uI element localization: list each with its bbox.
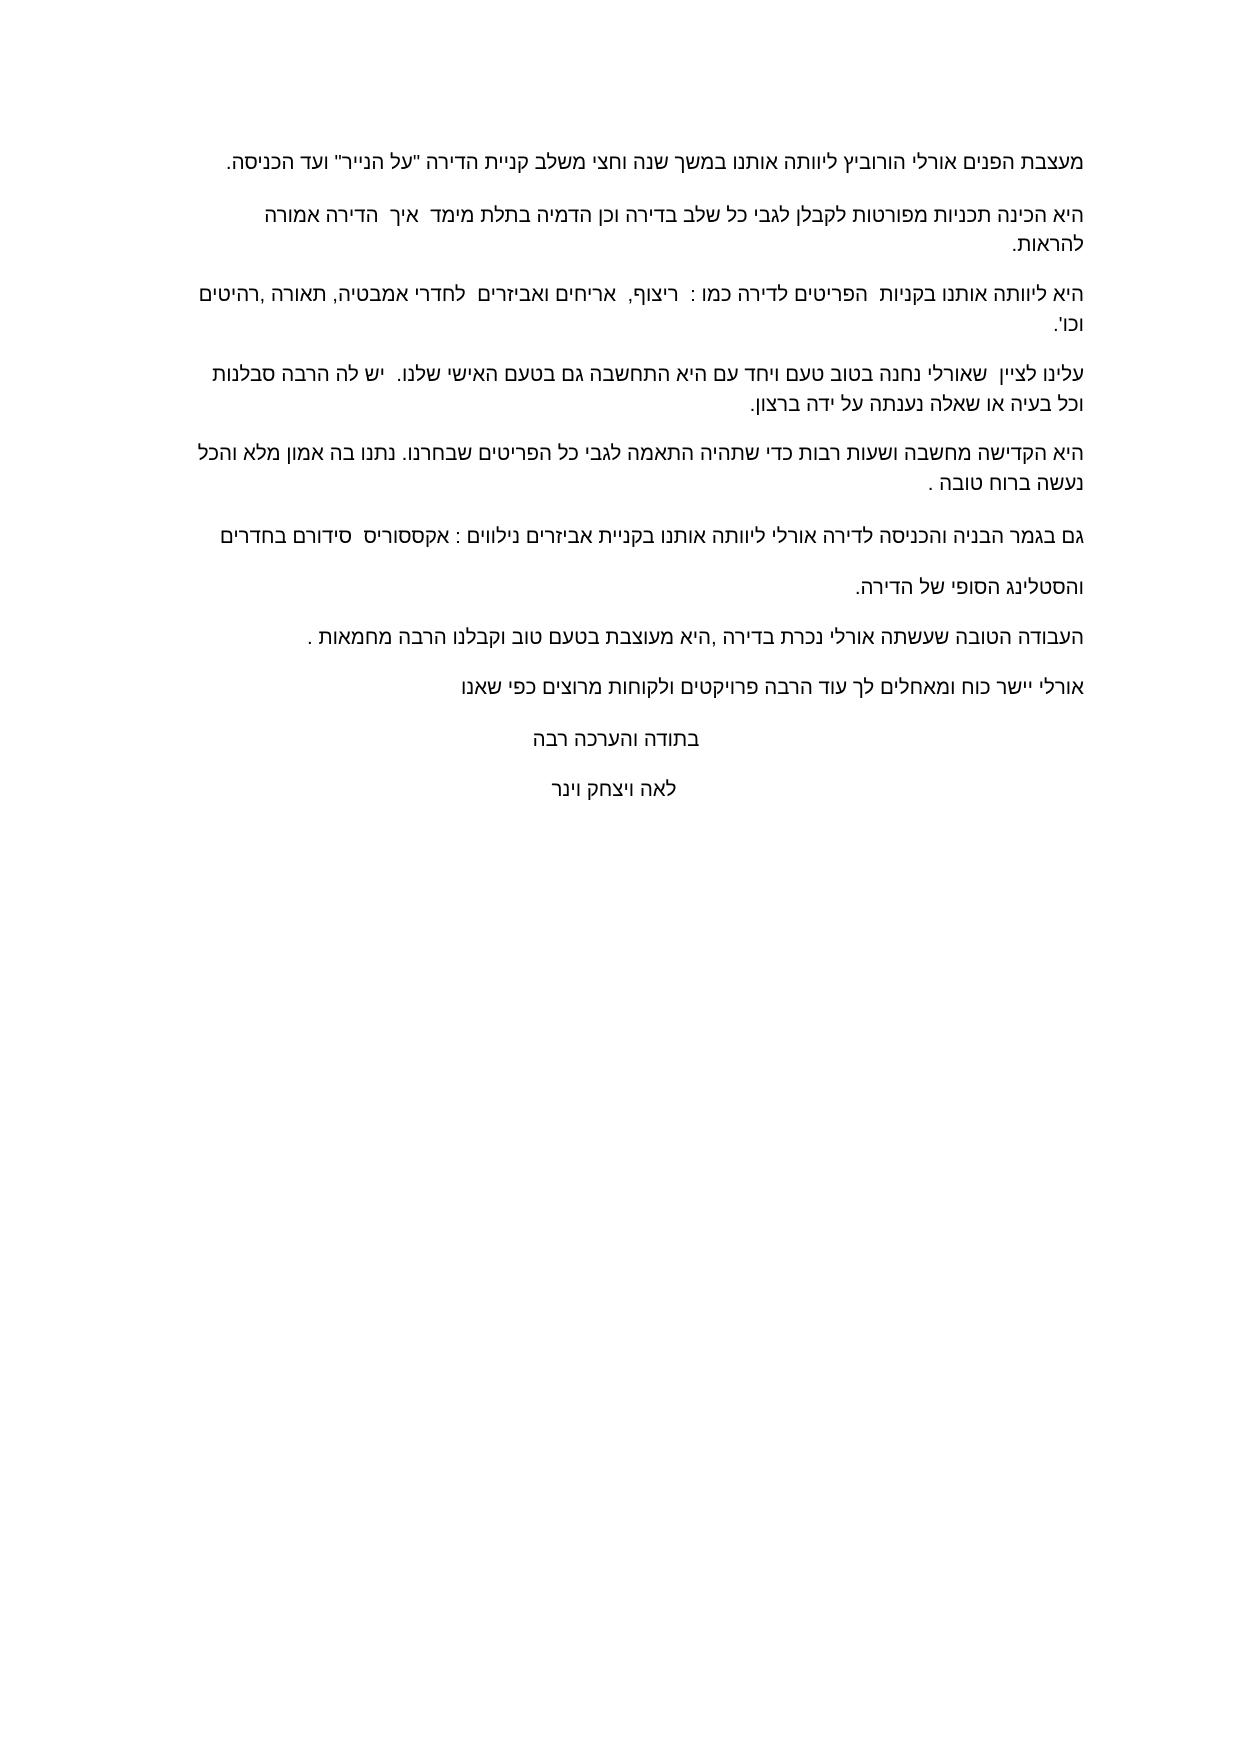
paragraph-3-line-2: וכו'. [1052,313,1084,336]
paragraph-7-line-1: והסטלינג הסופי של הדירה. [854,576,1084,599]
paragraph-4-line-2: וכל בעיה או שאלה נענתה על ידה ברצון. [749,393,1084,416]
paragraph-5-line-2: נעשה ברוח טובה . [927,472,1084,495]
closing-line: בתודה והערכה רבה [532,728,700,751]
paragraph-1-line-1: מעצבת הפנים אורלי הורוביץ ליוותה אותנו במשך שנה וחצי משלב קניית הדירה "על הנייר" ועד הכניסה. [225,151,1084,174]
paragraph-2-line-1: היא הכינה תכניות מפורטות לקבלן לגבי כל שלב בדירה וכן הדמיה בתלת מימד איך הדירה אמורה [264,204,1084,227]
paragraph-2-line-2: להראות. [1011,233,1084,256]
paragraph-6-line-1: גם בגמר הבניה והכניסה לדירה אורלי ליוותה אותנו בקניית אביזרים נילווים : אקססוריס סידורם בחדרים [219,525,1084,548]
paragraph-9-line-1: אורלי יישר כוח ומאחלים לך עוד הרבה פרויקטים ולקוחות מרוצים כפי שאנו [460,676,1084,699]
signature-names: לאה ויצחק וינר [551,778,677,801]
paragraph-8-line-1: העבודה הטובה שעשתה אורלי נכרת בדירה ,היא מעוצבת בטעם טוב וקבלנו הרבה מחמאות . [307,626,1084,649]
paragraph-3-line-1: היא ליוותה אותנו בקניות הפריטים לדירה כמו : ריצוף, אריחים ואביזרים לחדרי אמבטיה, תאורה ,רהיטים [198,283,1084,306]
paragraph-4-line-1: עלינו לציין שאורלי נחנה בטוב טעם ויחד עם היא התחשבה גם בטעם האישי שלנו. יש לה הרבה סבלנות [212,363,1084,386]
paragraph-5-line-1: היא הקדישה מחשבה ושעות רבות כדי שתהיה התאמה לגבי כל הפריטים שבחרנו. נתנו בה אמון מלא והכל [197,442,1084,465]
